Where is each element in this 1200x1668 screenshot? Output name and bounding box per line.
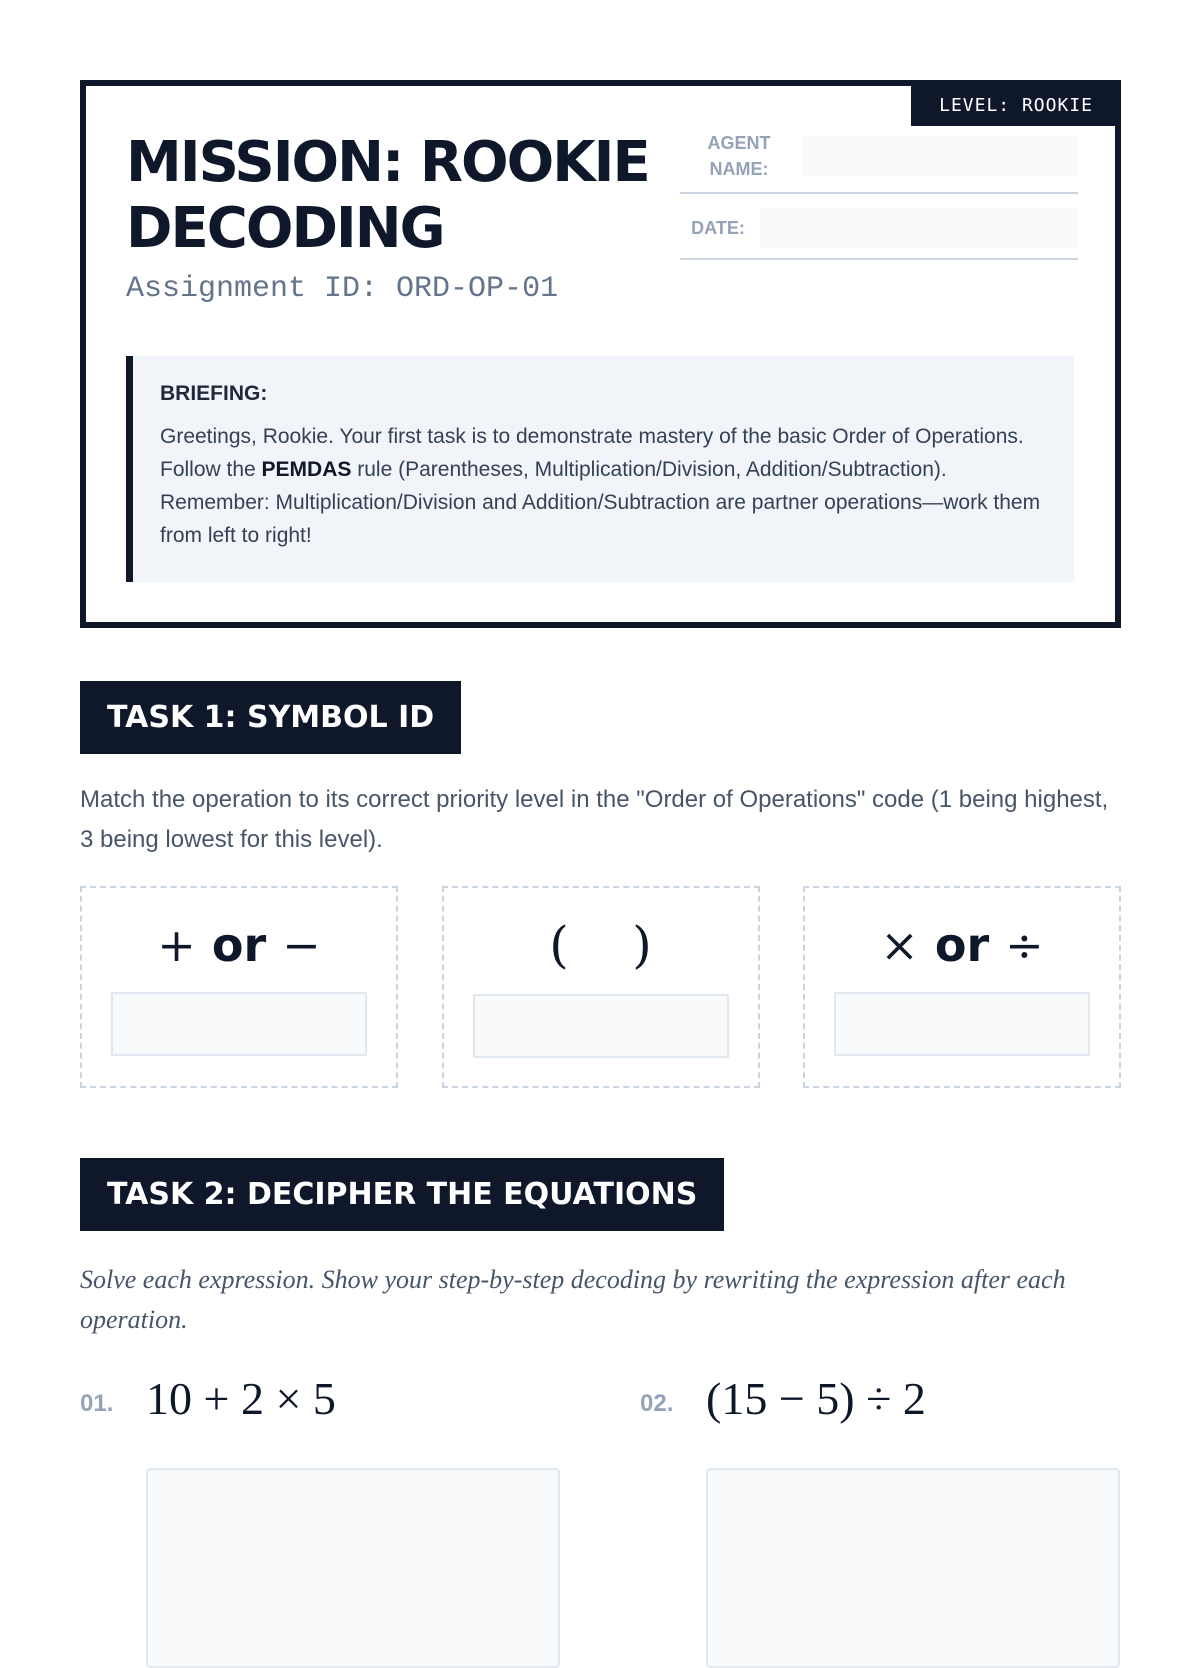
priority-answer-box[interactable] bbox=[473, 994, 729, 1058]
level-badge: LEVEL: ROOKIE bbox=[911, 86, 1115, 126]
mission-title bbox=[126, 130, 666, 262]
assignment-id: Assignment ID: ORD-OP-01 bbox=[126, 272, 559, 306]
title-line-1: MISSION: ROOKIE bbox=[126, 130, 649, 195]
problem-expression: 10 + 2 × 5 bbox=[146, 1373, 336, 1424]
work-area[interactable] bbox=[706, 1468, 1120, 1668]
symbol-card-parentheses bbox=[442, 886, 760, 1088]
worksheet-page bbox=[80, 80, 1121, 1424]
task1-banner: TASK 1: SYMBOL ID bbox=[80, 681, 461, 754]
symbol-card-multiply-divide bbox=[803, 886, 1121, 1088]
priority-answer-box[interactable] bbox=[111, 992, 367, 1056]
priority-answer-box[interactable] bbox=[834, 992, 1090, 1056]
problem-expression: (15 − 5) ÷ 2 bbox=[706, 1373, 926, 1424]
problem-number: 01. bbox=[80, 1390, 114, 1417]
briefing-title: BRIEFING: bbox=[160, 382, 268, 405]
symbol-label: + or − bbox=[157, 918, 321, 972]
student-info-fields bbox=[680, 130, 1078, 274]
agent-name-field[interactable] bbox=[802, 136, 1078, 176]
pemdas-emphasis: PEMDAS bbox=[261, 458, 352, 481]
task1-description: Match the operation to its correct priority level in the "Order of Operations" code (1 being highest, 3 being lowest for this level). bbox=[80, 786, 1109, 853]
title-line-2: DECODING bbox=[126, 196, 444, 261]
symbol-label: × or ÷ bbox=[880, 918, 1044, 972]
date-field[interactable] bbox=[760, 208, 1078, 248]
date-label: DATE: bbox=[691, 218, 745, 238]
briefing-box bbox=[126, 356, 1074, 582]
problem-number: 02. bbox=[640, 1390, 674, 1417]
date-row bbox=[680, 208, 1078, 260]
symbol-label: ( ) bbox=[549, 916, 652, 974]
task2-description: Solve each expression. Show your step-by-step decoding by rewriting the expression after each operation. bbox=[80, 1265, 1066, 1334]
task2-banner: TASK 2: DECIPHER THE EQUATIONS bbox=[80, 1158, 724, 1231]
agent-name-row bbox=[680, 130, 1078, 194]
symbol-card-add-subtract bbox=[80, 886, 398, 1088]
briefing-text: Greetings, Rookie. Your first task is to demonstrate mastery of the basic Order of Operations. Follow the PEMDAS rule (Parentheses, Multiplication/Division, Addition/Subtraction). Remember: Multiplication/Division and Addition/Subtraction are partner operations—work them from left to right! bbox=[160, 425, 1041, 547]
mission-header-card bbox=[80, 80, 1121, 628]
symbol-cards bbox=[80, 886, 1121, 1088]
agent-name-label: AGENT NAME: bbox=[707, 133, 771, 179]
work-area[interactable] bbox=[146, 1468, 560, 1668]
